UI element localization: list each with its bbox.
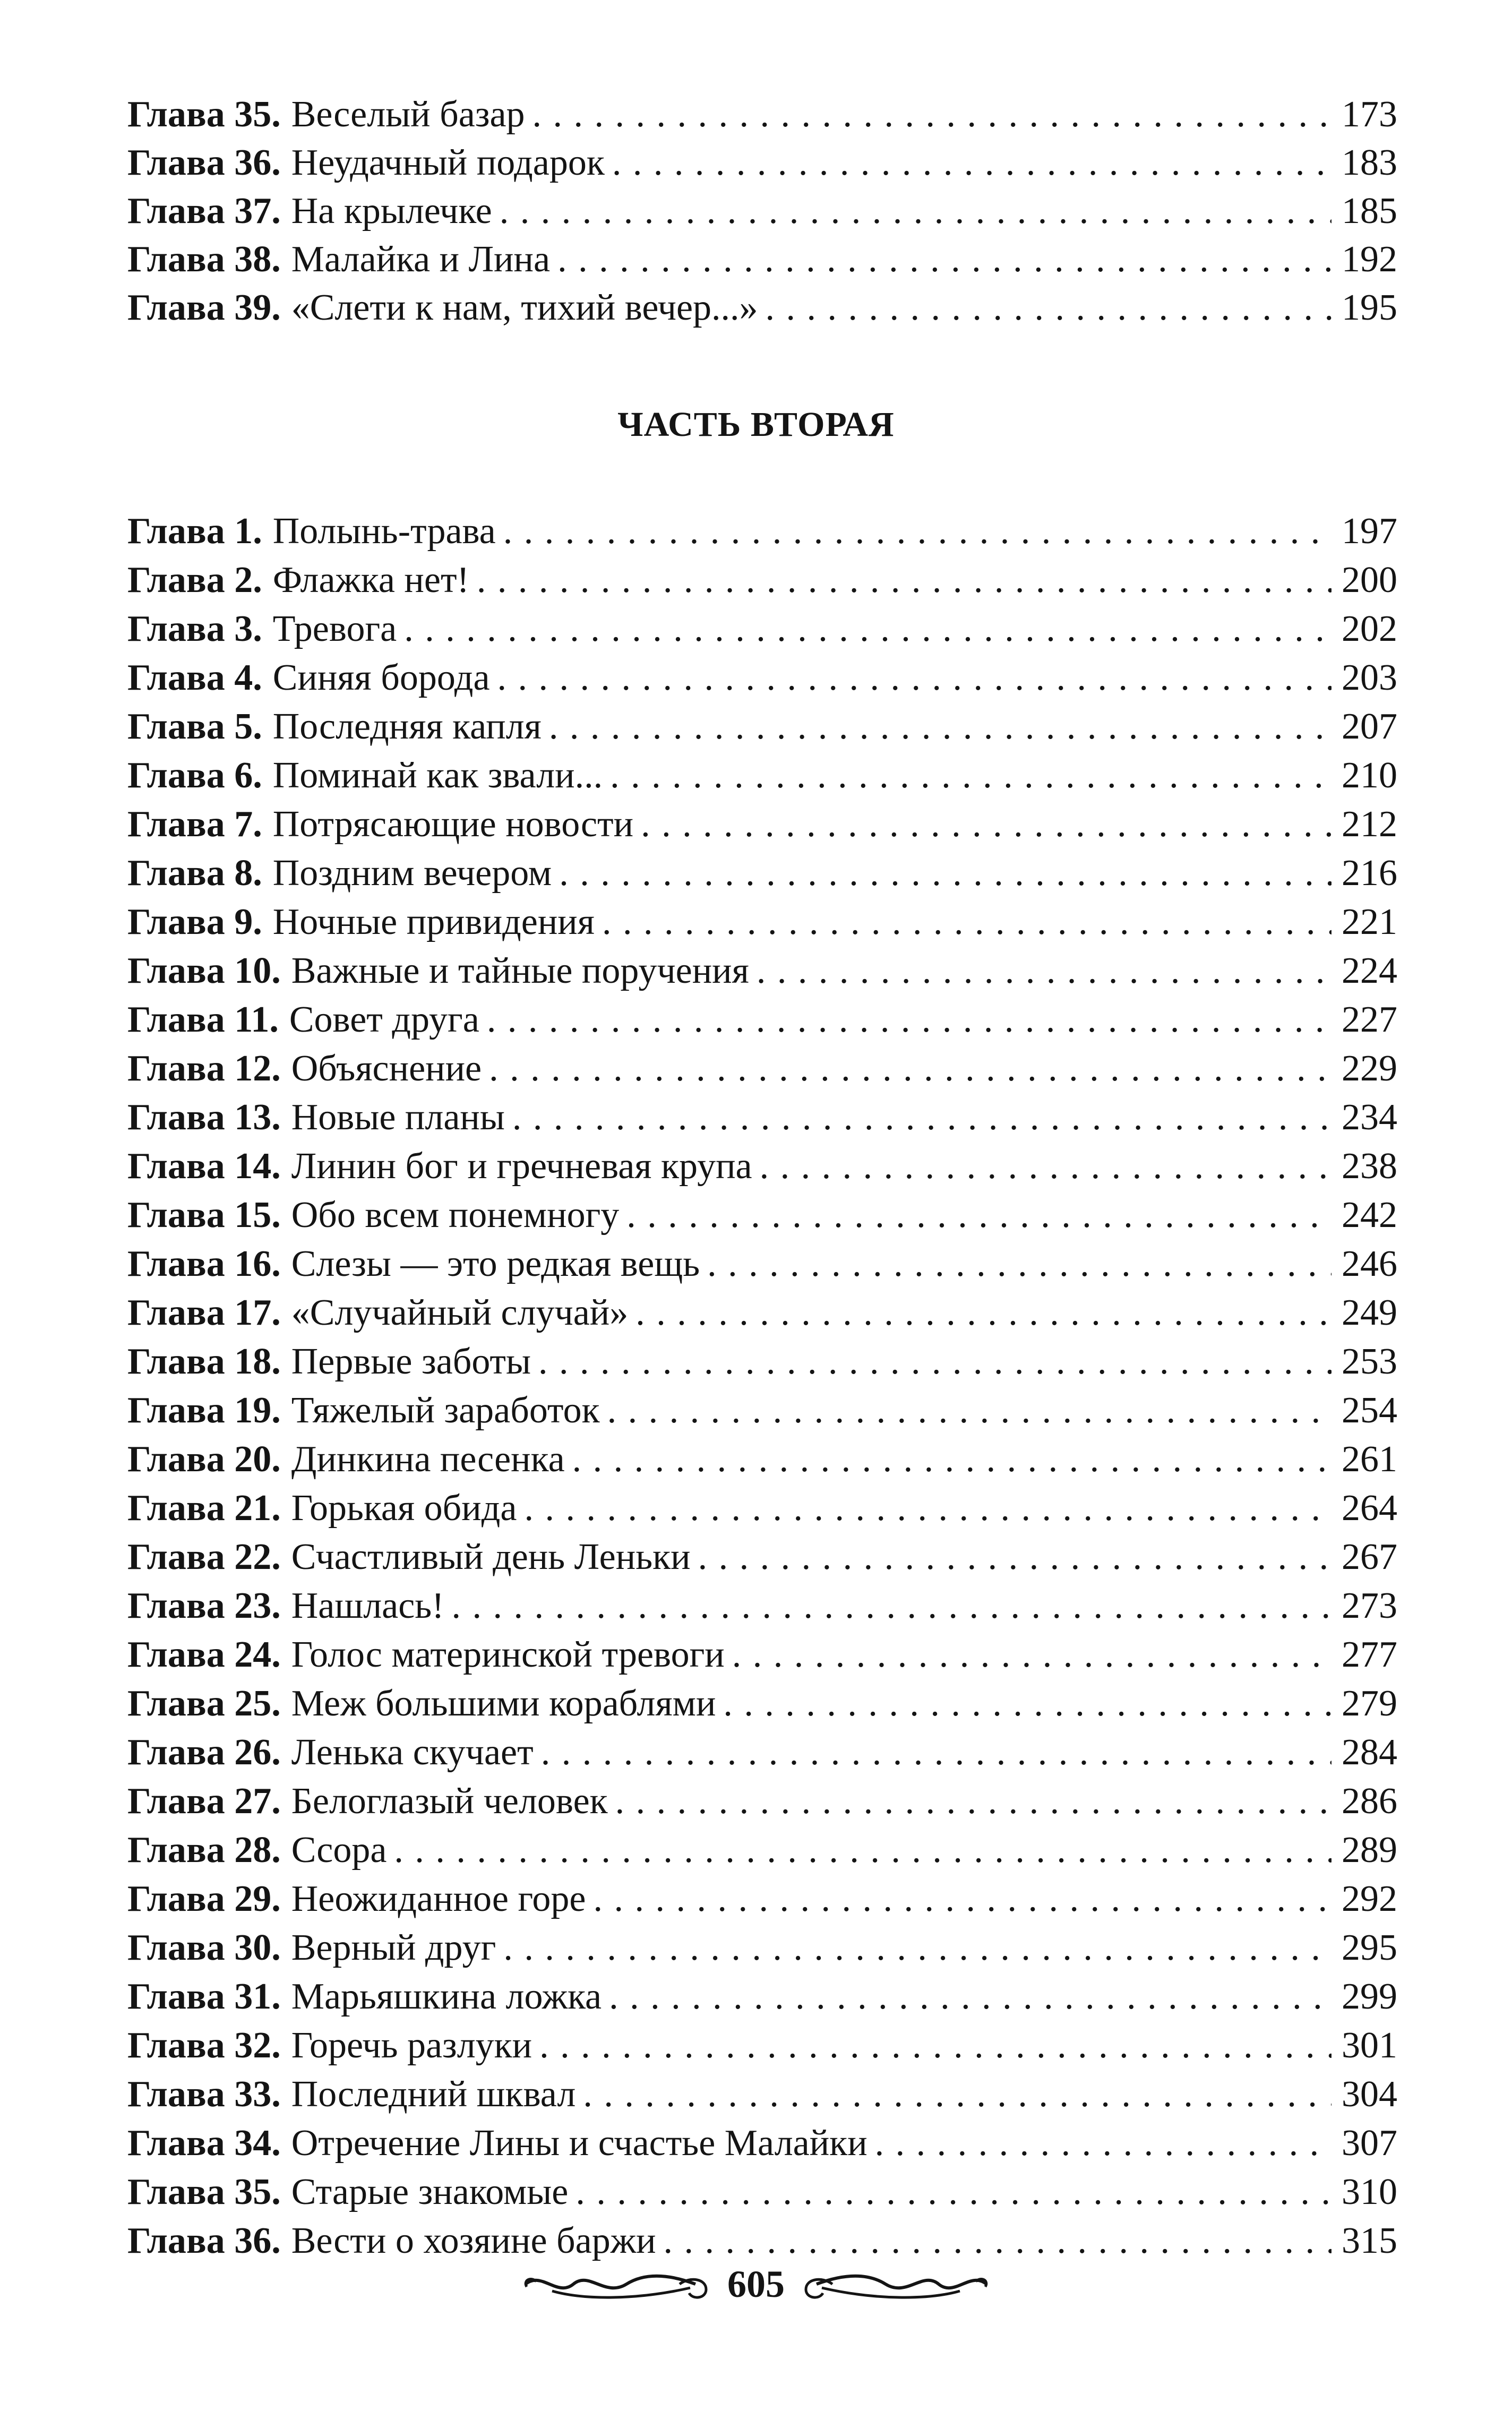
dot-leader [489, 1044, 1331, 1093]
dot-leader [615, 1777, 1331, 1826]
chapter-label: Глава 12. [127, 1048, 281, 1089]
chapter-title: Нашлась! [291, 1585, 444, 1626]
dot-leader [707, 1240, 1331, 1289]
chapter-label: Глава 20. [127, 1439, 281, 1480]
dot-leader [497, 654, 1331, 702]
chapter-title: Белоглазый человек [291, 1781, 608, 1822]
toc-entry [127, 1142, 1397, 1191]
chapter-label: Глава 29. [127, 1878, 281, 1919]
toc-entry [127, 1435, 1397, 1484]
chapter-label: Глава 31. [127, 1976, 281, 2017]
toc-entry [127, 1191, 1397, 1240]
chapter-label: Глава 2. [127, 560, 262, 600]
chapter-label: Глава 5. [127, 706, 262, 747]
chapter-page: 267 [1342, 1537, 1397, 1577]
toc-entry [127, 947, 1397, 996]
chapter-title: Ночные привидения [272, 902, 595, 942]
chapter-page: 264 [1342, 1488, 1397, 1529]
chapter-page: 254 [1342, 1390, 1397, 1431]
chapter-label: Глава 19. [127, 1390, 281, 1431]
toc-entry [127, 1631, 1397, 1679]
toc-entry [127, 90, 1397, 139]
dot-leader [500, 187, 1331, 235]
toc-entry [127, 1533, 1397, 1582]
toc-entry [127, 1679, 1397, 1728]
chapter-page: 273 [1342, 1585, 1397, 1626]
chapter-title: Горечь разлуки [291, 2025, 532, 2066]
chapter-label: Глава 11. [127, 999, 279, 1040]
chapter-page: 207 [1342, 706, 1397, 747]
toc-entry [127, 898, 1397, 947]
dot-leader [609, 1972, 1331, 2021]
chapter-title: Счастливый день Леньки [291, 1537, 691, 1577]
chapter-label: Глава 21. [127, 1488, 281, 1529]
chapter-page: 277 [1342, 1634, 1397, 1675]
chapter-page: 299 [1342, 1976, 1397, 2017]
chapter-title: Флажка нет! [272, 560, 469, 600]
dot-leader [477, 556, 1331, 605]
toc-entry [127, 2119, 1397, 2168]
chapter-page: 192 [1342, 239, 1397, 280]
chapter-label: Глава 37. [127, 191, 281, 231]
toc-entry [127, 556, 1397, 605]
chapter-title: Ленька скучает [291, 1732, 534, 1773]
chapter-page: 292 [1342, 1878, 1397, 1919]
dot-leader [538, 1337, 1331, 1386]
chapter-title: Тяжелый заработок [291, 1390, 600, 1431]
dot-leader [602, 898, 1331, 947]
chapter-label: Глава 34. [127, 2123, 281, 2164]
chapter-page: 221 [1342, 902, 1397, 942]
chapter-title: Неожиданное горе [291, 1878, 586, 1919]
chapter-label: Глава 25. [127, 1683, 281, 1724]
chapter-page: 227 [1342, 999, 1397, 1040]
flourish-left-icon [520, 2260, 711, 2308]
chapter-title: Линин бог и гречневая крупа [291, 1146, 752, 1187]
chapter-title: Последняя капля [272, 706, 542, 747]
toc-entry [127, 605, 1397, 654]
dot-leader [575, 2168, 1331, 2217]
chapter-label: Глава 17. [127, 1292, 281, 1333]
chapter-title: Ссора [291, 1830, 387, 1871]
toc-entry [127, 1484, 1397, 1533]
chapter-label: Глава 39. [127, 287, 281, 328]
toc-entry [127, 1875, 1397, 1924]
chapter-title: Верный друг [291, 1927, 496, 1968]
chapter-page: 246 [1342, 1243, 1397, 1284]
chapter-label: Глава 23. [127, 1585, 281, 1626]
toc-entry [127, 235, 1397, 284]
toc-entry [127, 1728, 1397, 1777]
toc-entry [127, 1924, 1397, 1972]
chapter-label: Глава 7. [127, 804, 262, 845]
chapter-label: Глава 26. [127, 1732, 281, 1773]
chapter-title: Неудачный подарок [291, 142, 605, 183]
chapter-title: Старые знакомые [291, 2172, 569, 2212]
chapter-label: Глава 3. [127, 608, 262, 649]
toc-entry [127, 1972, 1397, 2021]
chapter-page: 185 [1342, 191, 1397, 231]
chapter-page: 202 [1342, 608, 1397, 649]
chapter-page: 195 [1342, 287, 1397, 328]
chapter-label: Глава 36. [127, 2220, 281, 2261]
chapter-label: Глава 14. [127, 1146, 281, 1187]
chapter-page: 307 [1342, 2123, 1397, 2164]
chapter-title: Важные и тайные поручения [291, 950, 749, 991]
chapter-page: 212 [1342, 804, 1397, 845]
chapter-page: 301 [1342, 2025, 1397, 2066]
dot-leader [698, 1533, 1331, 1582]
chapter-title: Полынь-трава [272, 511, 496, 552]
toc-entry [127, 507, 1397, 556]
chapter-title: Меж большими кораблями [291, 1683, 716, 1724]
chapter-page: 216 [1342, 853, 1397, 894]
dot-leader [404, 605, 1331, 654]
toc-entry [127, 284, 1397, 332]
chapter-page: 289 [1342, 1830, 1397, 1871]
chapter-label: Глава 10. [127, 950, 281, 991]
chapter-title: Вести о хозяине баржи [291, 2220, 656, 2261]
chapter-title: Объяснение [291, 1048, 482, 1089]
toc-entry [127, 702, 1397, 751]
toc-entry [127, 1826, 1397, 1875]
chapter-label: Глава 28. [127, 1830, 281, 1871]
chapter-label: Глава 4. [127, 657, 262, 698]
dot-leader [875, 2119, 1331, 2168]
chapter-page: 295 [1342, 1927, 1397, 1968]
dot-leader [452, 1582, 1331, 1631]
dot-leader [539, 2021, 1331, 2070]
chapter-title: Обо всем понемногу [291, 1195, 620, 1236]
chapter-label: Глава 1. [127, 511, 262, 552]
toc-entry [127, 1289, 1397, 1337]
dot-leader [572, 1435, 1331, 1484]
chapter-title: Отречение Лины и счастье Малайки [291, 2123, 867, 2164]
toc-entry [127, 800, 1397, 849]
chapter-title: «Случайный случай» [291, 1292, 629, 1333]
dot-leader [503, 1924, 1331, 1972]
dot-leader [610, 751, 1331, 800]
chapter-page: 286 [1342, 1781, 1397, 1822]
flourish-right-icon [801, 2260, 992, 2308]
page-footer [0, 2247, 1512, 2321]
toc-entry [127, 1582, 1397, 1631]
chapter-page: 238 [1342, 1146, 1397, 1187]
dot-leader [612, 139, 1331, 187]
chapter-page: 249 [1342, 1292, 1397, 1333]
dot-leader [766, 284, 1331, 332]
toc-entry [127, 2070, 1397, 2119]
toc-part1 [127, 90, 1397, 332]
dot-leader [557, 235, 1331, 284]
chapter-page: 304 [1342, 2074, 1397, 2115]
chapter-page: 234 [1342, 1097, 1397, 1138]
chapter-page: 210 [1342, 755, 1397, 796]
chapter-title: Слезы — это редкая вещь [291, 1243, 700, 1284]
chapter-title: Новые планы [291, 1097, 505, 1138]
chapter-page: 253 [1342, 1341, 1397, 1382]
chapter-title: Потрясающие новости [272, 804, 634, 845]
chapter-title: Тревога [272, 608, 397, 649]
chapter-page: 183 [1342, 142, 1397, 183]
toc-entry [127, 139, 1397, 187]
toc-entry [127, 1093, 1397, 1142]
chapter-page: 284 [1342, 1732, 1397, 1773]
chapter-page: 310 [1342, 2172, 1397, 2212]
dot-leader [607, 1386, 1331, 1435]
dot-leader [512, 1093, 1331, 1142]
dot-leader [583, 2070, 1331, 2119]
chapter-label: Глава 22. [127, 1537, 281, 1577]
dot-leader [723, 1679, 1331, 1728]
chapter-title: Голос материнской тревоги [291, 1634, 725, 1675]
toc-entry [127, 2168, 1397, 2217]
chapter-title: Веселый базар [291, 94, 525, 135]
dot-leader [757, 947, 1331, 996]
chapter-page: 200 [1342, 560, 1397, 600]
chapter-label: Глава 24. [127, 1634, 281, 1675]
toc-entry [127, 1777, 1397, 1826]
toc-part2 [127, 507, 1397, 2266]
chapter-label: Глава 35. [127, 2172, 281, 2212]
dot-leader [635, 1289, 1331, 1337]
chapter-title: Совет друга [289, 999, 479, 1040]
toc-entry [127, 996, 1397, 1044]
chapter-label: Глава 13. [127, 1097, 281, 1138]
dot-leader [594, 1875, 1332, 1924]
chapter-label: Глава 27. [127, 1781, 281, 1822]
chapter-page: 242 [1342, 1195, 1397, 1236]
chapter-label: Глава 33. [127, 2074, 281, 2115]
chapter-title: Последний шквал [291, 2074, 576, 2115]
chapter-title: Динкина песенка [291, 1439, 565, 1480]
chapter-page: 261 [1342, 1439, 1397, 1480]
chapter-label: Глава 6. [127, 755, 262, 796]
chapter-page: 315 [1342, 2220, 1397, 2261]
toc-entry [127, 1240, 1397, 1289]
chapter-title: Синяя борода [272, 657, 490, 698]
toc-entry [127, 1386, 1397, 1435]
toc-entry [127, 849, 1397, 898]
dot-leader [487, 996, 1331, 1044]
dot-leader [760, 1142, 1331, 1191]
dot-leader [626, 1191, 1331, 1240]
chapter-title: «Слети к нам, тихий вечер...» [291, 287, 758, 328]
chapter-title: Марьяшкина ложка [291, 1976, 602, 2017]
chapter-label: Глава 9. [127, 902, 262, 942]
dot-leader [503, 507, 1331, 556]
dot-leader [524, 1484, 1331, 1533]
chapter-page: 173 [1342, 94, 1397, 135]
chapter-page: 197 [1342, 511, 1397, 552]
chapter-label: Глава 16. [127, 1243, 281, 1284]
chapter-label: Глава 30. [127, 1927, 281, 1968]
chapter-title: Малайка и Лина [291, 239, 551, 280]
dot-leader [641, 800, 1331, 849]
toc-entry [127, 751, 1397, 800]
toc-entry [127, 187, 1397, 235]
dot-leader [394, 1826, 1331, 1875]
toc-entry [127, 1337, 1397, 1386]
chapter-page: 229 [1342, 1048, 1397, 1089]
part-heading: ЧАСТЬ ВТОРАЯ [617, 405, 895, 444]
toc-entry [127, 654, 1397, 702]
dot-leader [549, 702, 1331, 751]
chapter-page: 224 [1342, 950, 1397, 991]
chapter-label: Глава 8. [127, 853, 262, 894]
chapter-page: 279 [1342, 1683, 1397, 1724]
chapter-title: Горькая обида [291, 1488, 517, 1529]
chapter-title: Первые заботы [291, 1341, 531, 1382]
chapter-page: 203 [1342, 657, 1397, 698]
chapter-label: Глава 38. [127, 239, 281, 280]
chapter-label: Глава 32. [127, 2025, 281, 2066]
toc-entry [127, 1044, 1397, 1093]
chapter-label: Глава 15. [127, 1195, 281, 1236]
page-number: 605 [727, 2262, 785, 2305]
chapter-title: На крылечке [291, 191, 492, 231]
chapter-title: Поздним вечером [272, 853, 552, 894]
dot-leader [532, 90, 1331, 139]
chapter-label: Глава 36. [127, 142, 281, 183]
dot-leader [732, 1631, 1331, 1679]
dot-leader [541, 1728, 1331, 1777]
chapter-label: Глава 35. [127, 94, 281, 135]
toc-entry [127, 2021, 1397, 2070]
chapter-title: Поминай как звали... [272, 755, 603, 796]
chapter-label: Глава 18. [127, 1341, 281, 1382]
dot-leader [559, 849, 1331, 898]
